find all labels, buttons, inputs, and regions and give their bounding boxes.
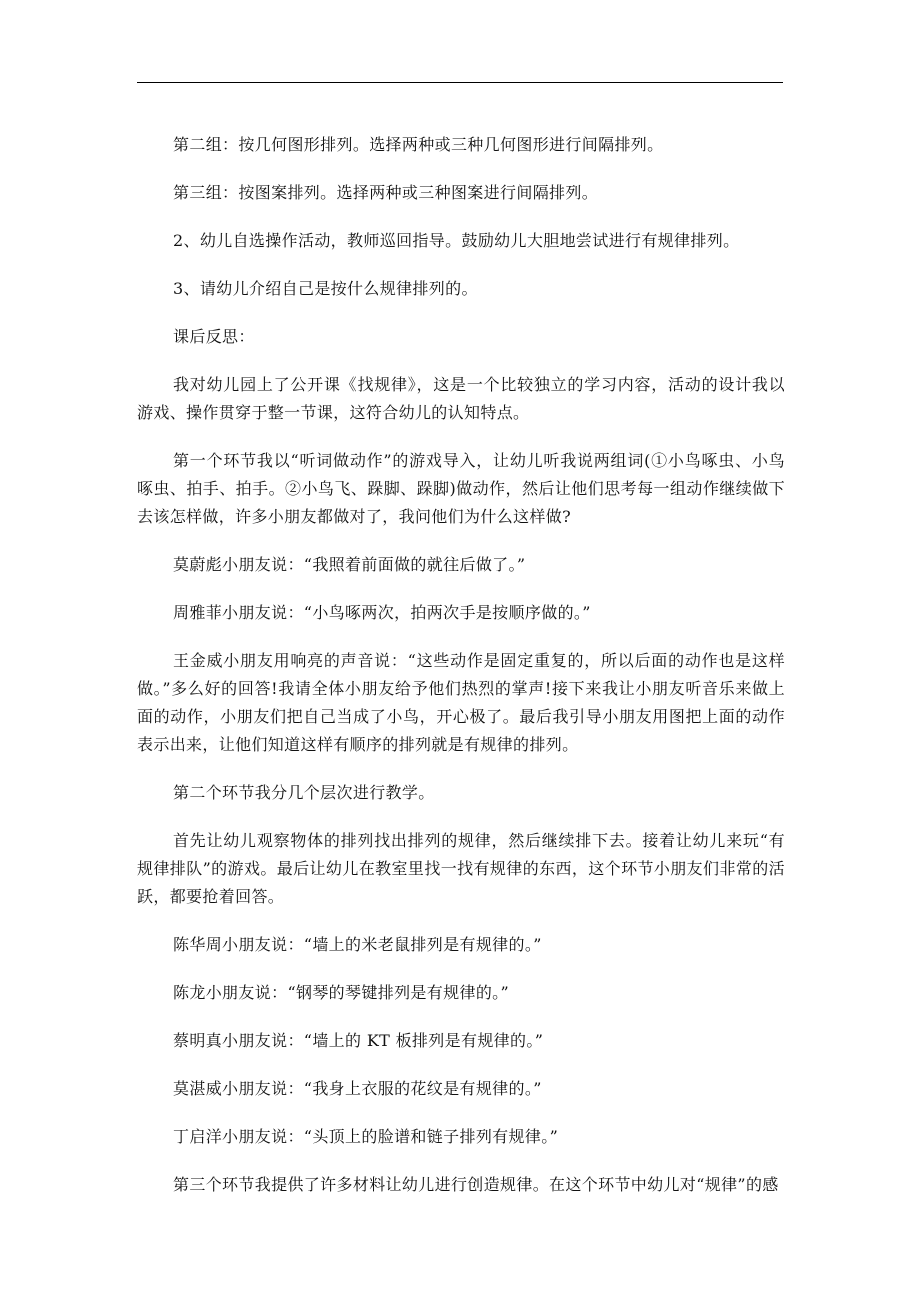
paragraph-step-two: 2、幼儿自选操作活动，教师巡回指导。鼓励幼儿大胆地尝试进行有规律排列。: [173, 231, 740, 250]
quote-ding-qiyang: 丁启洋小朋友说：“头顶上的脸谱和链子排列有规律。”: [173, 1127, 559, 1146]
quote-zhou-yafei: 周雅菲小朋友说：“小鸟啄两次，拍两次手是按顺序做的。”: [173, 603, 591, 622]
paragraph-group-two: 第二组：按几何图形排列。选择两种或三种几何图形进行间隔排列。: [173, 135, 664, 154]
section-heading-reflection: 课后反思：: [173, 327, 255, 346]
quote-chen-long: 陈龙小朋友说：“钢琴的琴键排列是有规律的。”: [173, 983, 510, 1002]
quote-cai-mingzhen: 蔡明真小朋友说：“墙上的 KT 板排列是有规律的。”: [173, 1031, 544, 1050]
paragraph-intro: 我对幼儿园上了公开课《找规律》，这是一个比较独立的学习内容，活动的设计我以游戏、操作贯穿于整一节课，这符合幼儿的认知特点。: [137, 375, 785, 422]
paragraph-observation: 首先让幼儿观察物体的排列找出排列的规律，然后继续排下去。接着让幼儿来玩“有规律排队”的游戏。最后让幼儿在教室里找一找有规律的东西，这个环节小朋友们非常的活跃，都要抢着回答。: [137, 831, 785, 906]
quote-mo-weibiao: 莫蔚彪小朋友说：“我照着前面做的就往后做了。”: [173, 555, 526, 574]
paragraph-group-three: 第三组：按图案排列。选择两种或三种图案进行间隔排列。: [173, 183, 599, 202]
paragraph-third-stage: 第三个环节我提供了许多材料让幼儿进行创造规律。在这个环节中幼儿对“规律”的感: [173, 1175, 779, 1194]
paragraph-first-stage: 第一个环节我以“听词做动作”的游戏导入，让幼儿听我说两组词(①小鸟啄虫、小鸟啄虫、拍手、拍手。②小鸟飞、跺脚、跺脚)做动作，然后让他们思考每一组动作继续做下去该怎样做，许多小朋友都做对了，我问他们为什么这样做?: [137, 451, 785, 526]
paragraph-wang-jinwei: 王金威小朋友用响亮的声音说：“这些动作是固定重复的，所以后面的动作也是这样做。”多么好的回答!我请全体小朋友给予他们热烈的掌声!接下来我让小朋友听音乐来做上面的动作，小朋友们把自己当成了小鸟，开心极了。最后我引导小朋友用图把上面的动作表示出来，让他们知道这样有顺序的排列就是有规律的排列。: [137, 651, 785, 754]
header-rule: [137, 82, 783, 83]
quote-mo-zhanwei: 莫湛威小朋友说：“我身上衣服的花纹是有规律的。”: [173, 1079, 542, 1098]
paragraph-step-three: 3、请幼儿介绍自己是按什么规律排列的。: [173, 279, 478, 298]
quote-chen-huazhou: 陈华周小朋友说：“墙上的米老鼠排列是有规律的。”: [173, 935, 542, 954]
paragraph-second-stage: 第二个环节我分几个层次进行教学。: [173, 783, 435, 802]
document-body: [137, 131, 785, 1219]
